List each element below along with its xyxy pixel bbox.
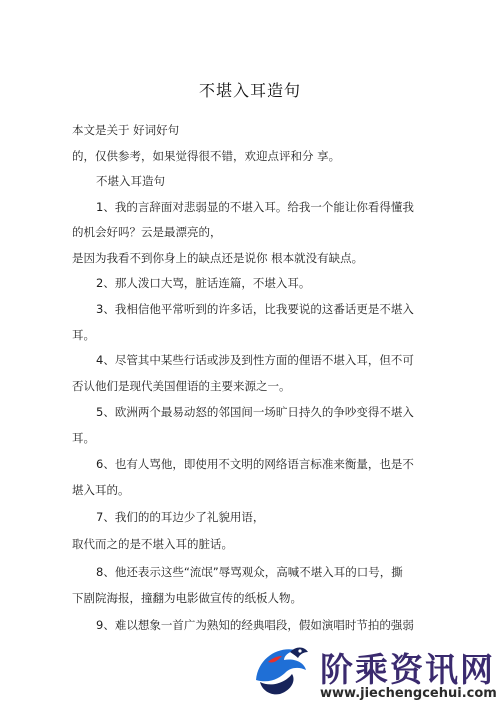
paragraph-line: 堪入耳的。 bbox=[72, 483, 130, 497]
section-heading: 不堪入耳造句 bbox=[96, 174, 165, 188]
paragraph-line: 否认他们是现代美国俚语的主要来源之一。 bbox=[72, 379, 291, 393]
document-title: 不堪入耳造句 bbox=[198, 81, 301, 100]
intro-line-1: 本文是关于 好词好句 bbox=[72, 123, 180, 137]
paragraph-line: 8、他还表示这些“流氓”辱骂观众，高喊不堪入耳的口号，撕 bbox=[96, 565, 403, 579]
intro-line-2: 的，仅供参考，如果觉得很不错，欢迎点评和分 享。 bbox=[72, 149, 341, 163]
paragraph-line: 取代而之的是不堪入耳的脏话。 bbox=[72, 537, 233, 551]
paragraph-line: 2、那人泼口大骂，脏话连篇，不堪入耳。 bbox=[96, 276, 311, 290]
paragraph-line: 6、也有人骂他，即使用不文明的网络语言标准来衡量，也是不 bbox=[96, 457, 414, 471]
paragraph-line: 耳。 bbox=[72, 328, 95, 342]
eagle-logo-icon bbox=[250, 638, 312, 698]
watermark-url: www.jiechengcehui.com bbox=[320, 686, 497, 701]
paragraph-line: 4、尽管其中某些行话或涉及到性方面的俚语不堪入耳，但不可 bbox=[96, 353, 414, 367]
paragraph-line: 是因为我看不到你身上的缺点还是说你 根本就没有缺点。 bbox=[72, 251, 364, 265]
paragraph-line: 的机会好吗？云是最漂亮的， bbox=[72, 225, 222, 239]
paragraph-line: 下剧院海报，撞翻为电影做宣传的纸板人物。 bbox=[72, 591, 302, 605]
site-watermark[interactable] bbox=[246, 636, 500, 708]
paragraph-line: 5、欧洲两个最易动怒的邻国间一场旷日持久的争吵变得不堪入 bbox=[96, 405, 414, 419]
paragraph-line: 3、我相信他平常听到的许多话，比我要说的这番话更是不堪入 bbox=[96, 302, 414, 316]
paragraph-line: 1、我的言辞面对悲弱显的不堪入耳。给我一个能让你看得懂我 bbox=[96, 200, 414, 214]
paragraph-line: 9、难以想象一首广为熟知的经典唱段，假如演唱时节拍的强弱 bbox=[96, 618, 414, 632]
paragraph-line: 7、我们的的耳边少了礼貌用语， bbox=[96, 510, 265, 524]
watermark-site-name: 阶乘资讯网 bbox=[320, 650, 495, 689]
paragraph-line: 耳。 bbox=[72, 431, 95, 445]
